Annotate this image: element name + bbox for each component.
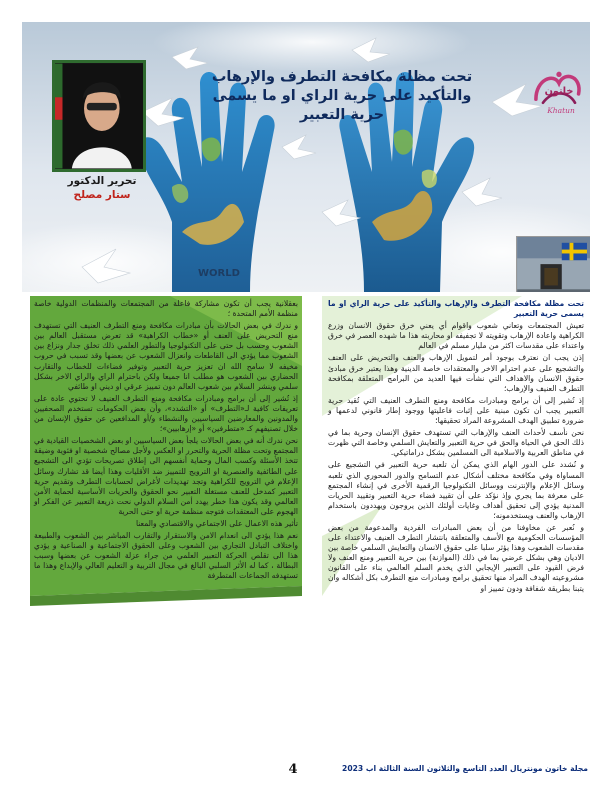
article-paragraph: نحن ندرك أنه في بعض الحالات يلجأ بعض السياسيين او بعض الشخصيات القيادية في المجتمع وتحت مظلة الحرية والتحرر او العكس ولأجل مصالح شخصية او فئوية وضيقة تتخذ الأسئلة وكسب المال وحماية أنفسهم الى إطلاق تصريحات تؤدي الى التشجيع على الطائفية والعنصرية او الترويج للتمييز ضد الأقليات وهذا أيضا قد تشارك وسائل الإعلام في الترويج للكراهية وتجد تهديدات لأغراض لحسابات التطرف وتقديم حرية التعبير كمدخل للعنف مستغلة التعبير نحو الحقوق والحريات الأساسية لحماية الأمن العالمي وقد يكون هذا خطر يهدد أمن السلام الدولي نحت ذريعة التعبير عن الفكر او الهجوم على المعتقدات فتوجه منظمة حرية او حتى الحرية (34, 436, 298, 516)
author-role: تحرير الدكتور (67, 175, 137, 187)
article-paragraph: نعم هذا يؤدي الى انعدام الامن والاستقرار والتقارب المباشر بين الشعوب والطبيعة واختلاف التبادل التجاري بين الشعوب وعلى الحقوق الاجتماعية و الصناعية و يؤدي هذا الى تقلص الحركة التعبير العلمي من جراء عزلة الشعوب عن بعضها وسبب البطالة ، كما له الأثر السلبي البالغ في مجال التربية و التعليم العالي والإبداع وهذا ما تستهدفه الجماعات المتطرفة (34, 531, 298, 581)
article-paragraph: و نُعبر عن مخاوفنا من أن بعض المبادرات الفردية والمدعومة من بعض المؤسسات الحكومية مع الأسف والمتعلقة بانتشار التطرف العنيف والاعتداء على مقدسات الشعوب وهذا يؤثر سلبا على حقوق الانسان والتعايش السلمي خاصة بين الاديان وهي بشكل عرضي بما في ذلك (الموازنة) بين حرية التعبير ومنع العنف ولا فرض القيود على التعبير الإيجابي الذي يخدم السلم العالمي بناء على القانون مشروعيته الهدف المراد منها تحقيق برامج ومبادرات منع التطرف بكل أشكاله وان يتبنا بطريقة شفافة ودون تمييز او (328, 522, 584, 593)
article-paragraph: تأثير هذه الاعمال على الاجتماعي والاقتصادي والمعنا (135, 518, 298, 528)
article-paragraph: بعقلانية يجب أن تكون مشاركة فاعلة من المجتمعات والمنظمات الدولية خاصة منظمة الأمم المتحدة ؛ (34, 299, 298, 319)
article-column-left (34, 299, 298, 745)
author-name: ستار مصلح (73, 189, 131, 201)
article-paragraph: إذن يجب ان نعترف بوجود أمر لتمويل الإرهاب والعنف والتحريض على العنف والتشجيع على عدم احترام الاخر والمعتقدات خاصة الدينية وهذا يعتبر خرق مبادئ حقوق الانسان والاهداف التي نشأت فيها العديد من البرامج المتعلقة بمكافحة التطرف العنيف والإرهاب؛ (328, 353, 584, 393)
page-number: 4 (288, 762, 298, 777)
khatun-logo-mark (527, 62, 590, 108)
quran-protest-photo (516, 236, 590, 292)
article-paragraph: و ندرك في بعض الحالات بأن مبادرات مكافحة ومنع التطرف العنيف التي تستهدف منع التحريض على العنف أو «خطاب الكراهية» قد تعرض مستقبل العالم بين الشعوب وحسب بل حتى على التكنولوجيا والتطور العلمي ذلك تخلق جدار ونزاع بين الشعوب مما يؤدي الى القاطعات وانعزال الشعوب عن بعضها وقد تسبب في حروب مخيفه لا سامح الله ان تعزيز حرية التعبير وتوفير فضاءات للخطاب والتقارب الحضاري بين الشعوب هو مطلب انا جميعا ولكن باحترام الراي والراي الاخر بشكل سلمي وينشر السلام بين شعوب العالم دون تمييز عرقي او ديني او طائفي (34, 321, 298, 391)
author-portrait-image (55, 63, 143, 169)
khatun-logo (527, 62, 590, 122)
article-paragraph: تعيش المجتمعات وتعاني شعوب واقوام أي يعني خرق حقوق الانسان وزرع الكراهية واعادة الإرهاب وتقويته لا تجفيفه او محاربته هذا ما شهده العصر في خرق واعتداء على مقدسات اكثر من مليار مسلم في العالم (328, 321, 584, 351)
headline-line-2: والتأكيد على حرية الراي او ما يسمى (212, 88, 472, 104)
article-paragraph: إذ تُشير إلى أن برامج ومبادرات مكافحة ومنع التطرف العنيف التي تُقيد حرية التعبير يجب أن تكون مبنية على إثبات فاعليتها ووجود إطار قانوني لدعمها و ضرورة تطبيق الهدف المشروعة المراد تحقيقها؛ (328, 395, 584, 426)
world-map-label: WORLD (198, 268, 240, 279)
magazine-footer: مجلة خاتون مونتريال العدد التاسع والثلاثون السنة الثالثة اب 2023 (342, 764, 588, 773)
article-paragraph: نحن نأسف لأحداث العنف والإرهاب التي تستهدف حقوق الإنسان وحرية بما في ذلك الحق في الحياة والحق في حرية التعبير والتعايش السلمي وخاصة التي ظهرت في مناطق العربية والاسلامية الى المسلمين بشكل دراماتيكي. (328, 428, 584, 458)
article-paragraph: إذ تُشير إلى أن برامج ومبادرات مكافحة ومنع التطرف العنيف لا تحتوي عادة على تعريفات كافية لـ«التطرف» أو «التشدد»، وأن بعض الحكومات تستخدم الصحفيين والمدونين والمعارضين السياسيين والنشطاء و/أو المدافعين عن حقوق الإنسان من خلال تصنيفهم كـ «متطرفين» أو «إرهابيين»؛ (34, 393, 298, 434)
headline-line-1: تحت مظلة مكافحة التطرف والإرهاب (211, 69, 473, 85)
logo-latin-word: Khatun (547, 106, 575, 115)
article-headline (192, 68, 492, 125)
article-paragraph: و نُشدد على الدور الهام الذي يمكن أن تلعبه حرية التعبير في التشجيع على المساواة وفي مكافحة مختلف أشكال عدم التسامح والدور المحوري الذي تلعبه وسائل الإعلام والإنترنت ووسائل التكنولوجيا الرقمية الأخرى في إنشاء المجتمع على معرفة بما يجري وإذ نؤكد على أن تقييد فضاء حرية التعبير وتقييد الحريات المدنية يؤدي إلى تحقيق أهداف وغايات أولئك الذين يروجون ويهددون باستخدام الإرهاب والعنف ويستخدمونه؛ (328, 460, 584, 520)
article-paragraph: تحت مظلة مكافحة التطرف والإرهاب والتأكيد على حرية الراي او ما يسمى حرية التعبير (328, 299, 584, 319)
author-caption (62, 174, 142, 202)
headline-line-3: حرية التعبير (299, 107, 385, 123)
article-column-right (328, 299, 584, 745)
logo-arabic-word: خاتون (544, 85, 574, 97)
header-banner (22, 22, 590, 292)
author-photo (52, 60, 146, 172)
quran-photo-image (517, 237, 590, 292)
